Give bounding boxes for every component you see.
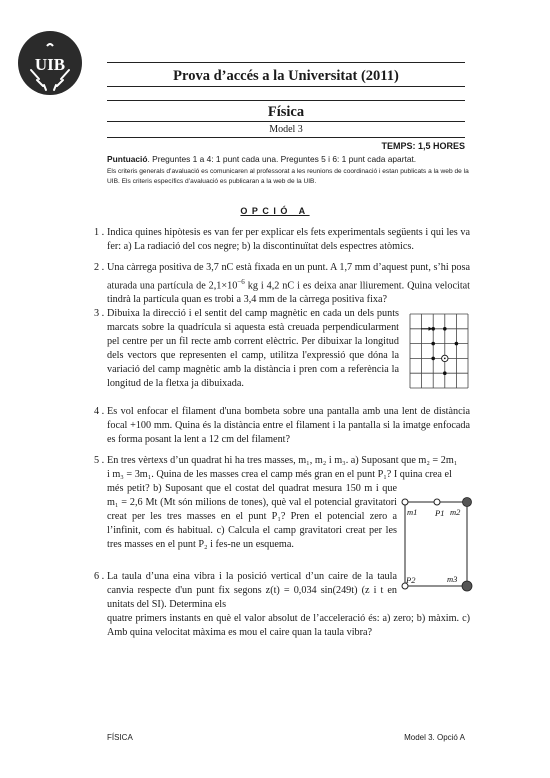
- question-number: 1 .: [94, 227, 105, 238]
- question-2: [94, 261, 470, 307]
- question-text: Es vol enfocar el filament d'una bombeta sobre una pantalla amb una lent de distància focal +100 mm. Quina és la distància entre el filament i la pantalla si la imatge enfocada es forma posant la lent a 12 cm del filament?: [107, 406, 470, 445]
- label-p2: P2: [406, 575, 416, 585]
- question-3: [94, 307, 399, 391]
- question-exponent: −6: [237, 278, 245, 286]
- option-title: OPCIÓ A: [240, 206, 310, 216]
- question-text-b: kg i 4,2 nC i es deixa anar lliurement. Quina velocitat tindrà la partícula quan es trobi a 3,4 mm de la càrrega positiva fixa?: [107, 280, 470, 306]
- magnetic-grid-figure: [408, 312, 470, 390]
- logo-text: UIB: [34, 55, 66, 74]
- mass-square-figure: [397, 497, 473, 595]
- question-text-a: Una càrrega positiva de 3,7 nC està fixada en un punt. A 1,7 mm d’aquest punt, s’hi posa aturada una partícula de 2,1×10: [107, 262, 470, 292]
- question-5-line-1: [94, 454, 470, 468]
- question-number: 4 .: [94, 406, 105, 417]
- question-4: [94, 405, 470, 447]
- uib-logo: [17, 30, 83, 96]
- question-5-rest: [107, 482, 397, 552]
- question-text: i m₃ = 3m₁. Quina de les masses crea el camp més gran en el punt P₁? I quina crea el: [107, 469, 452, 480]
- question-6-part-1: [94, 570, 397, 612]
- question-6-part-2: [107, 612, 470, 640]
- exam-title: Prova d’accés a la Universitat (2011): [173, 68, 399, 84]
- score-line: [107, 154, 416, 164]
- question-number: 2 .: [94, 262, 105, 273]
- score-text: . Preguntes 1 a 4: 1 punt cada una. Preguntes 5 i 6: 1 punt cada apartat.: [147, 154, 417, 164]
- header-rule-model: [107, 121, 465, 122]
- time-label: TEMPS: 1,5 HORES: [381, 141, 465, 151]
- question-number: 3 .: [94, 308, 105, 319]
- question-text: La taula d’una eina vibra i la posició vertical d’un caire de la taula canvia respecte d'un punt fix segons z(t) = 0,034 sin(249t) (z i t en unitats del SI). Determina els: [107, 571, 397, 610]
- header-rule-mid: [107, 86, 465, 87]
- question-1: [94, 226, 470, 254]
- question-number: 5 .: [94, 455, 105, 466]
- label-m2: m2: [450, 507, 461, 517]
- question-text: Indica quines hipòtesis es van fer per explicar els fets experimentals següents i qui les va fer: a) La radiació del cos negre; b) la discontinuïtat dels espectres atòmics.: [107, 227, 470, 252]
- footer-subject: FÍSICA: [107, 733, 133, 742]
- label-m3: m3: [447, 574, 458, 584]
- header-rule-bottom: [107, 137, 465, 138]
- footer-model: Model 3. Opció A: [404, 733, 465, 742]
- label-m1: m1: [407, 507, 418, 517]
- model-label: Model 3: [269, 124, 303, 135]
- header-rule-top: [107, 62, 465, 63]
- question-text: En tres vèrtexs d’un quadrat hi ha tres masses, m₁, m₂ i m₃. a) Suposant que m₂ = 2m₁: [107, 455, 458, 466]
- criteria-text: Els criteris generals d’avaluació es comunicaren al professorat a les reunions de coordinació i estan publicats a la web de la UIB. Els criteris específics d’avaluació es publicaran a la web de la UIB.: [107, 168, 469, 185]
- header-rule-sub: [107, 100, 465, 101]
- score-label: Puntuació: [107, 154, 148, 164]
- question-text: més petit? b) Suposant que el costat del quadrat mesura 150 m i que m₁ = 2,6 Mt (Mt són milions de tones), què val el potencial gravitatori creat per les tres masses en el punt P₁? Pren el potencial zero a l’infinit, com és habitual. c) Calcula el camp gravitatori creat per les tres masses en el punt P₂ i fes-ne un esquema.: [107, 483, 397, 550]
- question-number: 6 .: [94, 571, 105, 582]
- question-text: Dibuixa la direcció i el sentit del camp magnètic en cada un dels punts marcats sobre la quadrícula si aquesta està creuada perpendicularment pel centre per un fil recte amb corrent elèctric. Per dibuixar la longitud dels vectors que representen el camp, utilitza l'expressió que dóna la variació del camp magnètic amb la distància i pren com a referència la longitud de la fletxa ja dibuixada.: [107, 308, 399, 389]
- question-text: quatre primers instants en què el valor absolut de l’acceleració és: a) zero; b) màxim. c) Amb quina velocitat màxima es mou el caire quan la taula vibra?: [107, 613, 470, 638]
- subject-title: Física: [267, 104, 305, 120]
- question-5-line-2: [107, 468, 470, 482]
- label-p1: P1: [435, 508, 445, 518]
